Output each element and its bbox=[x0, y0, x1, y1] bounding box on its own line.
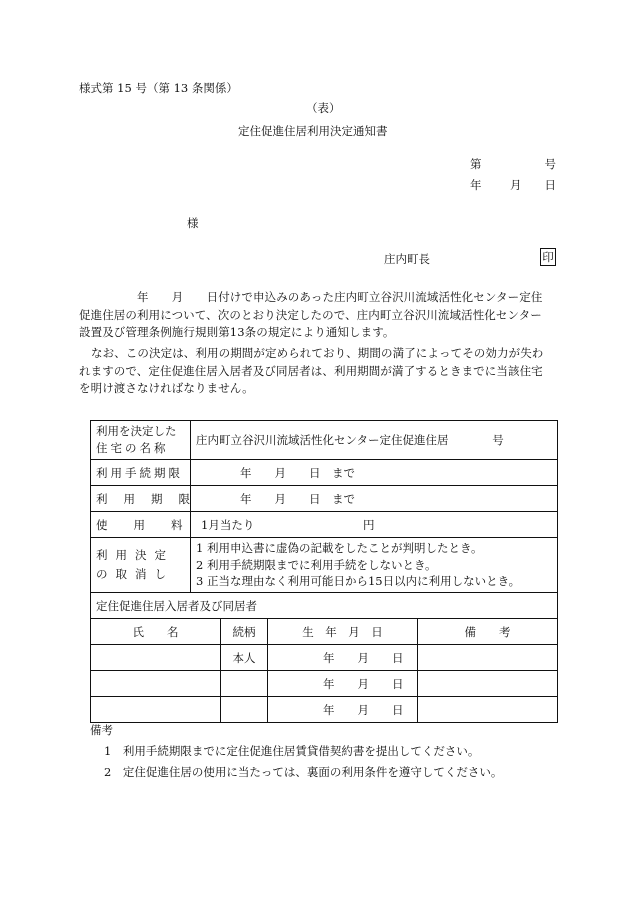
document-title: 定住促進住居利用決定通知書 bbox=[238, 124, 388, 138]
resident-3-birthdate bbox=[268, 697, 418, 723]
row-residents-title bbox=[91, 593, 558, 619]
value-use-period bbox=[191, 486, 558, 512]
fee-per-month-label: 1月当たり bbox=[201, 517, 255, 532]
decision-table bbox=[90, 420, 558, 723]
label-cancellation-line-2: の取消し bbox=[96, 567, 174, 581]
cancel-condition-3: 3 正当な理由なく利用可能日から15日以内に利用しないとき。 bbox=[196, 574, 521, 589]
label-procedure-deadline: 利用手続期限 bbox=[91, 460, 191, 486]
seal-box: 印 bbox=[540, 248, 556, 266]
row-procedure-deadline bbox=[91, 460, 558, 486]
note-item-1: 1 利用手続期限までに定住促進住居賃貸借契約書を提出してください。 bbox=[104, 744, 480, 758]
procedure-deadline-text: 年 月 日 まで bbox=[240, 465, 355, 480]
header-name: 氏 名 bbox=[91, 619, 221, 645]
cancel-condition-1: 1 利用申込書に虚偽の記載をしたことが判明したとき。 bbox=[196, 541, 483, 556]
cancel-condition-2: 2 利用手続期限までに利用手続をしないとき。 bbox=[196, 557, 437, 572]
resident-row-2 bbox=[91, 671, 558, 697]
value-housing-name bbox=[191, 421, 558, 460]
paragraph-1-line-3: 設置及び管理条例施行規則第13条の規定により通知します。 bbox=[79, 325, 395, 339]
resident-1-birthdate bbox=[268, 645, 418, 671]
housing-number-suffix: 号 bbox=[492, 433, 504, 447]
body-paragraph-2 bbox=[79, 345, 567, 398]
paragraph-2-line-3: を明け渡さなければなりません。 bbox=[79, 381, 254, 395]
resident-3-date-text: 年 月 日 bbox=[323, 702, 404, 717]
paragraph-2-line-1: なお、この決定は、利用の期間が定められており、期間の満了によってその効力が失わ bbox=[91, 346, 544, 360]
resident-row-3 bbox=[91, 697, 558, 723]
resident-2-date-text: 年 月 日 bbox=[323, 676, 404, 691]
housing-name-text: 庄内町立谷沢川流域活性化センター定住促進住居 bbox=[196, 433, 449, 447]
sender-name: 庄内町長 bbox=[384, 252, 430, 266]
number-prefix: 第 bbox=[470, 157, 482, 171]
row-use-period bbox=[91, 486, 558, 512]
label-housing-name-line-2: 住宅の名称 bbox=[96, 441, 169, 455]
paragraph-1-line-2: 促進住居の利用について、次のとおり決定したので、庄内町立谷沢川流域活性化センター bbox=[79, 307, 542, 322]
form-number: 様式第 15 号（第 13 条関係） bbox=[79, 81, 238, 95]
label-cancellation-line-1: 利用決定 bbox=[96, 548, 174, 562]
resident-3-relation bbox=[221, 697, 268, 723]
resident-row-1 bbox=[91, 645, 558, 671]
issue-date bbox=[470, 177, 556, 193]
resident-2-birthdate bbox=[268, 671, 418, 697]
resident-3-remarks bbox=[418, 697, 558, 723]
header-birthdate: 生 年 月 日 bbox=[268, 619, 418, 645]
number-suffix: 号 bbox=[544, 157, 556, 171]
body-paragraph-1 bbox=[79, 289, 567, 342]
row-housing-name bbox=[91, 421, 558, 460]
row-residents-header bbox=[91, 619, 558, 645]
label-use-period: 利用期限 bbox=[91, 486, 191, 512]
label-housing-name-line-1: 利用を決定した bbox=[96, 424, 177, 438]
label-usage-fee: 使用料 bbox=[91, 512, 191, 538]
date-day: 日 bbox=[544, 178, 556, 192]
document-side: （表） bbox=[306, 101, 341, 115]
row-cancellation bbox=[91, 538, 558, 593]
header-relation: 続柄 bbox=[221, 619, 268, 645]
value-procedure-deadline bbox=[191, 460, 558, 486]
fee-currency-unit: 円 bbox=[362, 517, 375, 532]
note-item-2: 2 定住促進住居の使用に当たっては、裏面の利用条件を遵守してください。 bbox=[104, 765, 503, 779]
resident-2-relation bbox=[221, 671, 268, 697]
resident-1-date-text: 年 月 日 bbox=[323, 650, 404, 665]
use-period-text: 年 月 日 まで bbox=[240, 491, 355, 506]
label-cancellation bbox=[91, 538, 191, 593]
value-usage-fee bbox=[191, 512, 558, 538]
cancellation-conditions bbox=[191, 538, 558, 593]
addressee-honorific: 様 bbox=[187, 216, 199, 230]
date-year: 年 bbox=[470, 178, 482, 192]
resident-1-relation: 本人 bbox=[221, 645, 268, 671]
residents-title: 定住促進住居入居者及び同居者 bbox=[91, 593, 558, 619]
header-remarks: 備 考 bbox=[418, 619, 558, 645]
resident-1-name bbox=[91, 645, 221, 671]
document-number bbox=[470, 156, 556, 172]
resident-1-remarks bbox=[418, 645, 558, 671]
resident-2-name bbox=[91, 671, 221, 697]
paragraph-2-line-2: れますので、定住促進住居入居者及び同居者は、利用期間が満了するときまでに当該住宅 bbox=[79, 363, 543, 378]
notes-section bbox=[90, 720, 502, 783]
label-housing-name bbox=[91, 421, 191, 460]
paragraph-1-line-1: 年 月 日付けで申込みのあった庄内町立谷沢川流域活性化センター定住 bbox=[137, 290, 543, 304]
row-usage-fee bbox=[91, 512, 558, 538]
date-month: 月 bbox=[510, 178, 522, 192]
resident-3-name bbox=[91, 697, 221, 723]
seal-mark bbox=[540, 248, 556, 266]
resident-2-remarks bbox=[418, 671, 558, 697]
notes-title: 備考 bbox=[90, 723, 113, 737]
